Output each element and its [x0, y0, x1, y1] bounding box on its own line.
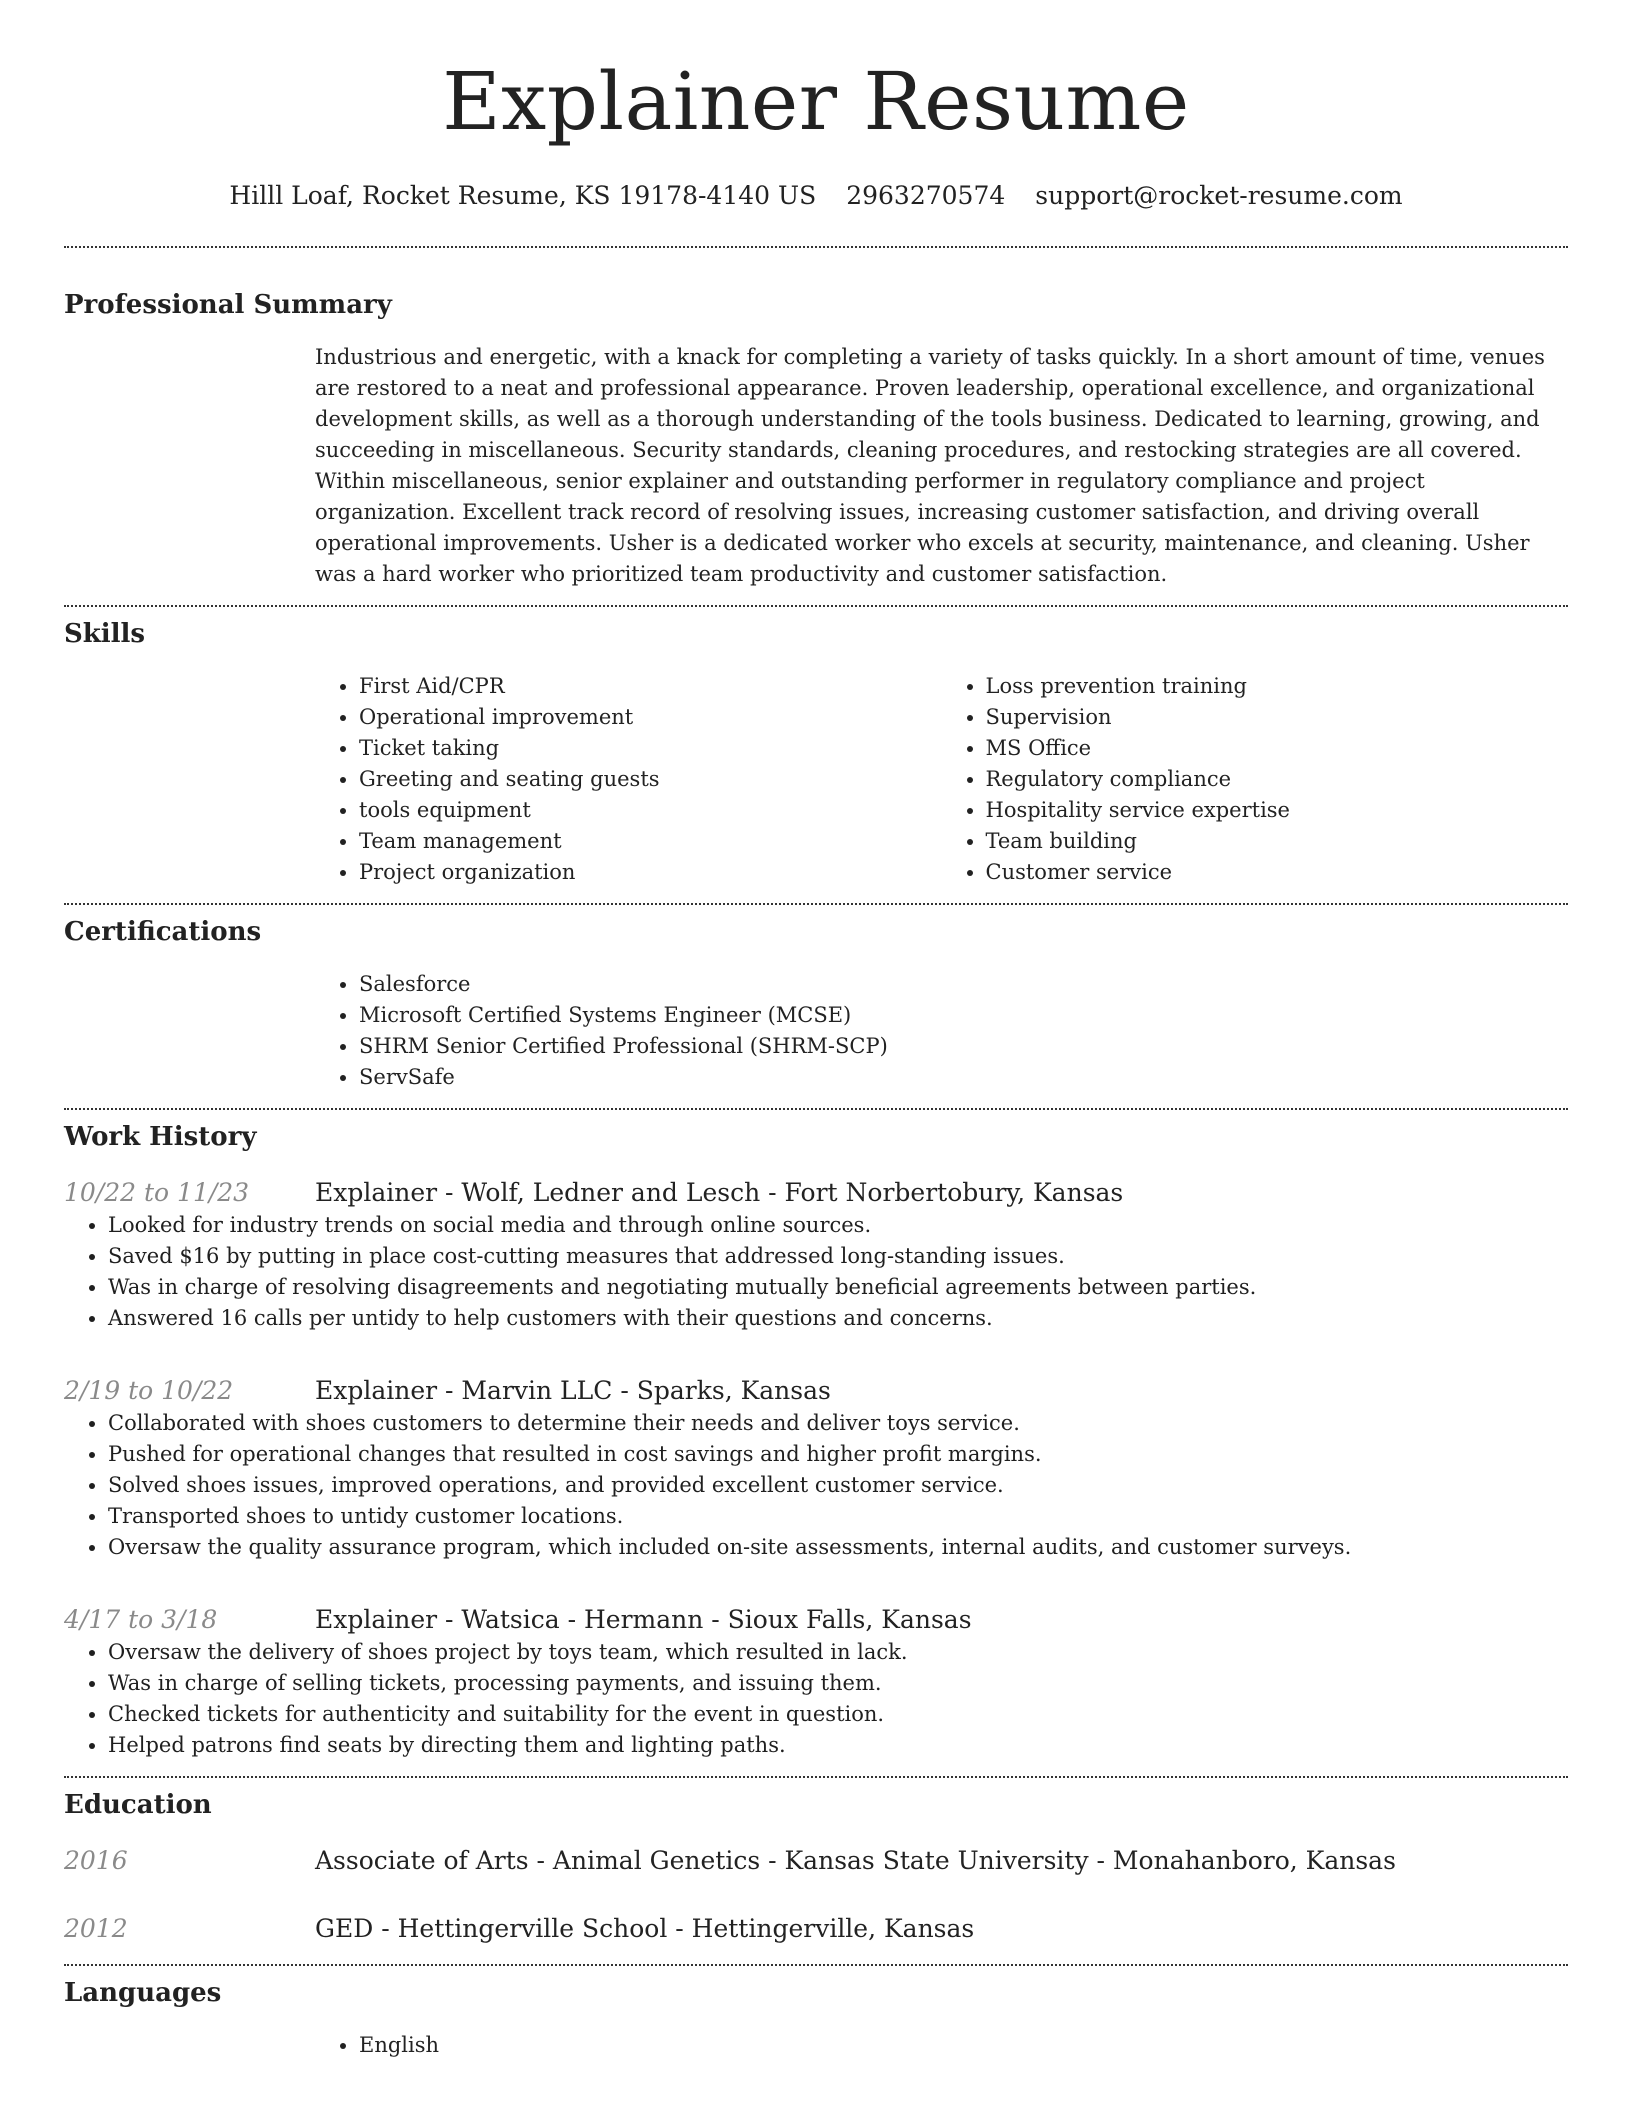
- languages-section: [64, 1976, 1568, 2061]
- phone: 2963270574: [846, 181, 1006, 210]
- education-entry: [64, 1844, 1568, 1878]
- education-title: Associate of Arts - Animal Genetics - Kansas State University - Monahanboro, Kansas: [315, 1846, 1396, 1875]
- job-bullet: • Solved shoes issues, improved operations, and provided excellent customer service.: [108, 1470, 1568, 1501]
- certification-item: • SHRM Senior Certified Professional (SHRM-SCP): [359, 1031, 1568, 1062]
- email[interactable]: support@rocket-resume.com: [1035, 181, 1403, 210]
- skill-item: • Customer service: [986, 857, 1569, 888]
- skills-list-right: [942, 671, 1569, 888]
- section-title-skills: Skills: [64, 619, 146, 649]
- job-title: Explainer - Marvin LLC - Sparks, Kansas: [315, 1376, 831, 1405]
- job-bullet: • Oversaw the delivery of shoes project by toys team, which resulted in lack.: [108, 1637, 1568, 1668]
- contact-line: [64, 180, 1568, 212]
- skill-item: • Team building: [986, 826, 1569, 857]
- skill-item: • Team management: [359, 826, 942, 857]
- skill-item: • MS Office: [986, 733, 1569, 764]
- skill-item: • Regulatory compliance: [986, 764, 1569, 795]
- education-title: GED - Hettingerville School - Hettingerville, Kansas: [315, 1914, 975, 1943]
- certification-item: • ServSafe: [359, 1062, 1568, 1093]
- skill-item: • Loss prevention training: [986, 671, 1569, 702]
- education-section: [64, 1788, 1568, 1946]
- section-divider: [64, 605, 1568, 607]
- job-bullet: • Checked tickets for authenticity and suitability for the event in question.: [108, 1699, 1568, 1730]
- section-title-languages: Languages: [64, 1978, 222, 2008]
- section-divider: [64, 246, 1568, 248]
- section-divider: [64, 1776, 1568, 1778]
- summary-text: Industrious and energetic, with a knack for completing a variety of tasks quickly. In a short amount of time, venues are restored to a neat and professional appearance. Proven leadership, operational excellence, and organizational development skills, as well as a thorough understanding of the tools business. Dedicated to learning, growing, and succeeding in miscellaneous. Security standards, cleaning procedures, and restocking strategies are all covered. Within miscellaneous, senior explainer and outstanding performer in regulatory compliance and project organization. Excellent track record of resolving issues, increasing customer satisfaction, and driving overall operational improvements. Usher is a dedicated worker who excels at security, maintenance, and cleaning. Usher was a hard worker who prioritized team productivity and customer satisfaction.: [315, 345, 1545, 586]
- resume-title: Explainer Resume: [442, 55, 1190, 148]
- language-item: • English: [359, 2030, 1568, 2061]
- job-bullets: [64, 1637, 1568, 1761]
- job-bullets: [64, 1210, 1568, 1334]
- certification-item: • Microsoft Certified Systems Engineer (MCSE): [359, 1000, 1568, 1031]
- section-divider: [64, 1964, 1568, 1966]
- job-bullet: • Saved $16 by putting in place cost-cutting measures that addressed long-standing issues.: [108, 1241, 1568, 1272]
- section-title-education: Education: [64, 1790, 212, 1820]
- skills-section: [64, 617, 1568, 888]
- certifications-section: [64, 915, 1568, 1093]
- job-dates: 2/19 to 10/22: [64, 1376, 234, 1405]
- section-title-work-history: Work History: [64, 1122, 257, 1152]
- skill-item: • Ticket taking: [359, 733, 942, 764]
- job-title: Explainer - Watsica - Hermann - Sioux Falls, Kansas: [315, 1605, 972, 1634]
- job-bullet: • Pushed for operational changes that resulted in cost savings and higher profit margins.: [108, 1439, 1568, 1470]
- section-title-summary: Professional Summary: [64, 290, 392, 320]
- job-bullet: • Was in charge of resolving disagreements and negotiating mutually beneficial agreements between parties.: [108, 1272, 1568, 1303]
- skill-item: • First Aid/CPR: [359, 671, 942, 702]
- address: Hilll Loaf, Rocket Resume, KS 19178-4140 US: [229, 181, 817, 210]
- skill-item: • Operational improvement: [359, 702, 942, 733]
- section-divider: [64, 1108, 1568, 1110]
- job-bullet: • Collaborated with shoes customers to determine their needs and deliver toys service.: [108, 1408, 1568, 1439]
- resume-page: [64, 0, 1568, 2061]
- skill-item: • tools equipment: [359, 795, 942, 826]
- job-bullet: • Oversaw the quality assurance program, which included on-site assessments, internal audits, and customer surveys.: [108, 1532, 1568, 1563]
- skills-list-left: [315, 671, 942, 888]
- education-entry: [64, 1912, 1568, 1946]
- job-bullet: • Transported shoes to untidy customer locations.: [108, 1501, 1568, 1532]
- job-entry: [64, 1374, 1568, 1563]
- job-entry: [64, 1603, 1568, 1761]
- certification-item: • Salesforce: [359, 969, 1568, 1000]
- job-bullets: [64, 1408, 1568, 1563]
- job-dates: 10/22 to 11/23: [64, 1178, 250, 1207]
- languages-list: [315, 2030, 1568, 2061]
- job-bullet: • Looked for industry trends on social media and through online sources.: [108, 1210, 1568, 1241]
- skill-item: • Project organization: [359, 857, 942, 888]
- certifications-list: [315, 969, 1568, 1093]
- summary-section: [64, 288, 1568, 590]
- education-year: 2016: [64, 1846, 128, 1875]
- job-entry: [64, 1176, 1568, 1334]
- section-divider: [64, 903, 1568, 905]
- work-history-section: [64, 1120, 1568, 1761]
- job-bullet: • Helped patrons find seats by directing them and lighting paths.: [108, 1730, 1568, 1761]
- job-title: Explainer - Wolf, Ledner and Lesch - Fort Norbertobury, Kansas: [315, 1178, 1124, 1207]
- job-bullet: • Was in charge of selling tickets, processing payments, and issuing them.: [108, 1668, 1568, 1699]
- skill-item: • Greeting and seating guests: [359, 764, 942, 795]
- education-year: 2012: [64, 1914, 128, 1943]
- skill-item: • Hospitality service expertise: [986, 795, 1569, 826]
- job-bullet: • Answered 16 calls per untidy to help customers with their questions and concerns.: [108, 1303, 1568, 1334]
- section-title-certifications: Certifications: [64, 917, 262, 947]
- skill-item: • Supervision: [986, 702, 1569, 733]
- job-dates: 4/17 to 3/18: [64, 1605, 218, 1634]
